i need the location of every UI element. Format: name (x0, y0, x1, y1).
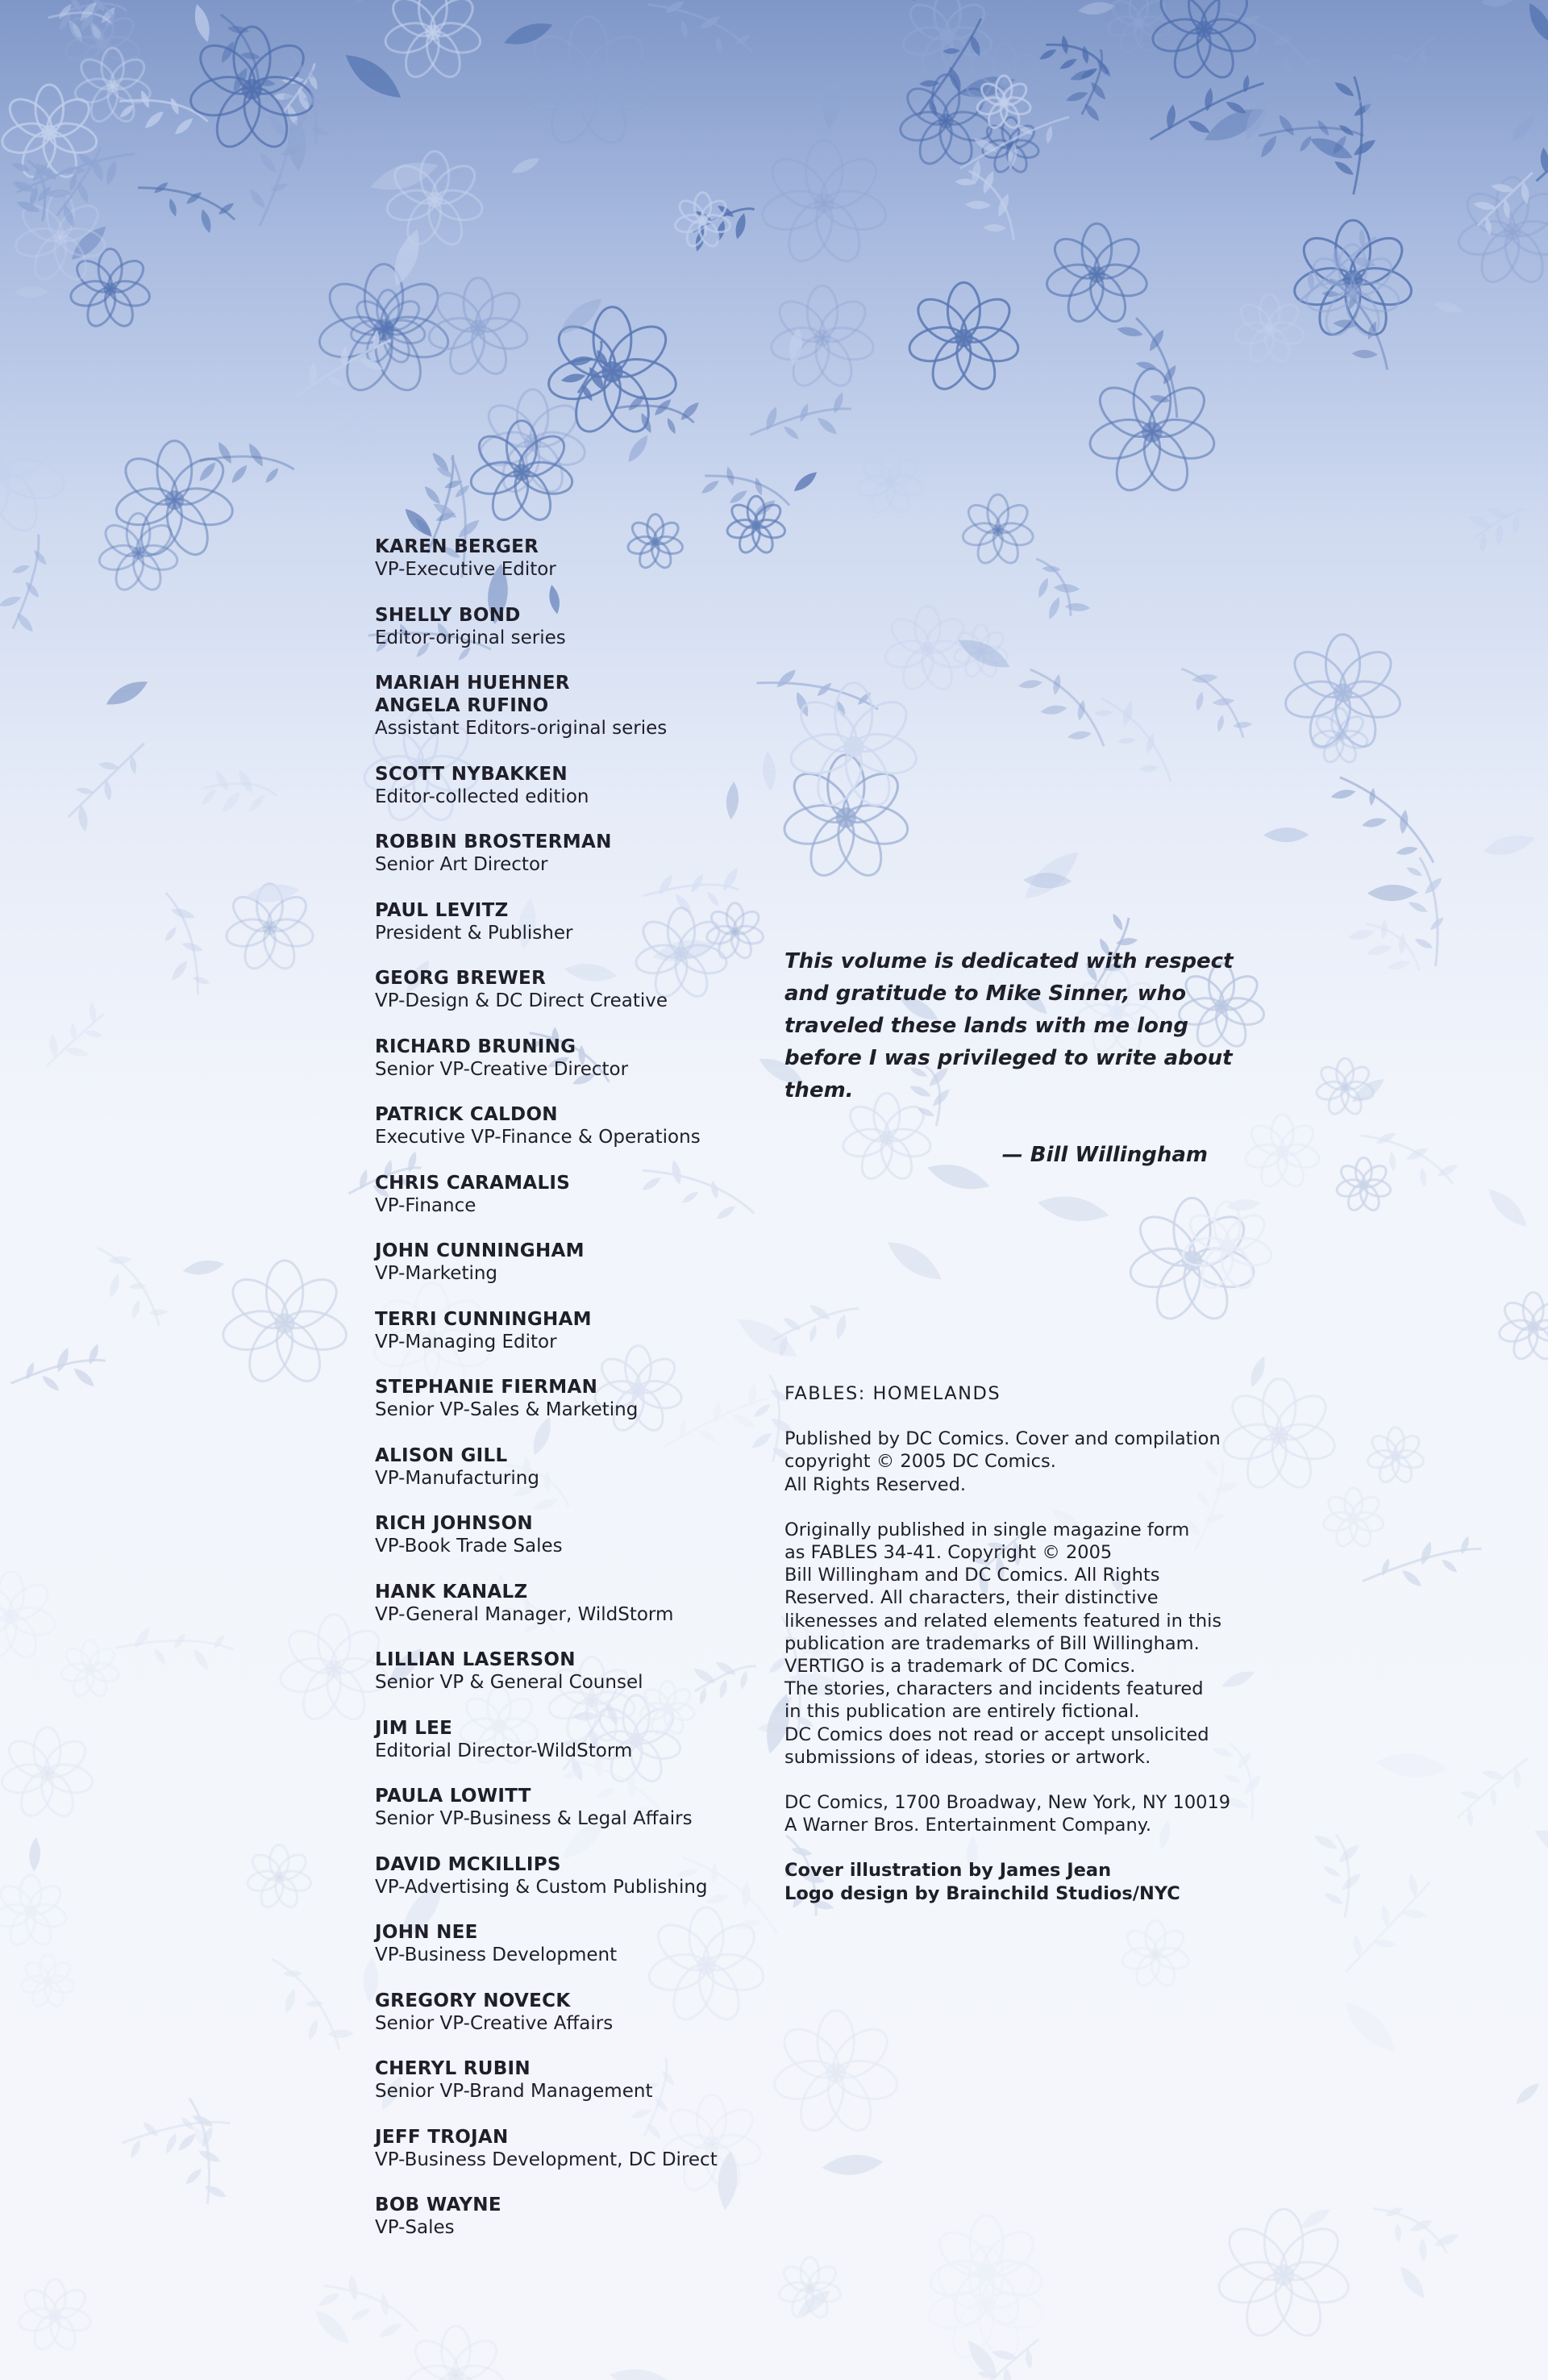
credit-title: Editorial Director-WildStorm (375, 1740, 633, 1761)
credit-title: VP-Design & DC Direct Creative (375, 990, 668, 1011)
credit-title: Editor-collected edition (375, 786, 589, 807)
credit-name: JOHN CUNNINGHAM (375, 1240, 585, 1261)
book-title: FABLES: HOMELANDS (784, 1383, 1001, 1404)
credit-title: Executive VP-Finance & Operations (375, 1127, 701, 1148)
copyright-block (784, 1382, 1236, 1928)
credit-name: PATRICK CALDON (375, 1104, 558, 1125)
credit-entry (375, 1376, 794, 1421)
credit-title: Senior VP-Creative Affairs (375, 2012, 614, 2034)
credit-name: GEORG BREWER (375, 968, 547, 989)
credit-entry (375, 672, 794, 740)
credit-name: PAUL LEVITZ (375, 899, 509, 921)
credit-entry (375, 1308, 794, 1353)
credit-entry (375, 763, 794, 808)
credit-title: Senior VP-Brand Management (375, 2081, 653, 2102)
credit-title: Senior Art Director (375, 854, 548, 875)
credit-title: Assistant Editors-original series (375, 718, 668, 739)
credit-title: VP-Manufacturing (375, 1467, 539, 1489)
credit-title: VP-Advertising & Custom Publishing (375, 1876, 708, 1898)
cover-credit: Cover illustration by James Jean (784, 1860, 1112, 1882)
compilation-copyright: Published by DC Comics. Cover and compilation copyright © 2005 DC Comics. All Rights Reserved. (784, 1428, 1221, 1495)
credit-title: Editor-original series (375, 627, 566, 648)
credit-entry (375, 1921, 794, 1966)
credit-entry (375, 1785, 794, 1830)
credit-entry (375, 2057, 794, 2103)
credit-name: ALISON GILL (375, 1444, 508, 1466)
credit-name: RICH JOHNSON (375, 1513, 533, 1534)
dedication-block (784, 945, 1236, 1171)
dedication-text: This volume is dedicated with respect and gratitude to Mike Sinner, who traveled these lands with me long before I was privileged to write about them. (784, 949, 1234, 1102)
credit-title: VP-Finance (375, 1194, 476, 1216)
credit-name: RICHARD BRUNING (375, 1036, 576, 1057)
credit-entry (375, 1512, 794, 1557)
credit-entry (375, 1717, 794, 1762)
credit-title: Senior VP & General Counsel (375, 1672, 643, 1693)
staff-credits-list (375, 536, 794, 2262)
credit-entry (375, 536, 794, 581)
credit-entry (375, 1103, 794, 1148)
credit-name: GREGORY NOVECK (375, 1990, 571, 2011)
credit-name: ROBBIN BROSTERMAN (375, 832, 612, 852)
credit-entry (375, 967, 794, 1012)
credit-name: JOHN NEE (375, 1922, 478, 1943)
credit-entry (375, 1648, 794, 1694)
credit-title: VP-Book Trade Sales (375, 1536, 563, 1557)
credit-title: Senior VP-Sales & Marketing (375, 1399, 639, 1420)
credit-name: LILLIAN LASERSON (375, 1649, 576, 1670)
credit-entry (375, 1036, 794, 1081)
credit-title: VP-Sales (375, 2217, 455, 2238)
credit-name: ANGELA RUFINO (375, 695, 549, 716)
credit-name: TERRI CUNNINGHAM (375, 1308, 592, 1330)
credit-entry (375, 1240, 794, 1285)
credit-entry (375, 1990, 794, 2035)
credit-name: SHELLY BOND (375, 604, 521, 626)
credit-name: SCOTT NYBAKKEN (375, 763, 568, 785)
credit-name: MARIAH HUEHNER (375, 673, 570, 694)
credit-name: PAULA LOWITT (375, 1786, 531, 1807)
credit-entry (375, 831, 794, 876)
credit-entry (375, 1172, 794, 1217)
credit-title: VP-Business Development, DC Direct (375, 2149, 718, 2170)
credit-entry (375, 1853, 794, 1899)
credit-entry (375, 2194, 794, 2239)
credit-entry (375, 1444, 794, 1490)
credit-name: STEPHANIE FIERMAN (375, 1377, 598, 1398)
credit-title: VP-Marketing (375, 1263, 498, 1284)
credit-name: KAREN BERGER (375, 536, 539, 557)
credit-title: VP-Executive Editor (375, 559, 556, 580)
credit-name: HANK KANALZ (375, 1581, 528, 1603)
logo-credit: Logo design by Brainchild Studios/NYC (784, 1882, 1180, 1904)
original-publication-notice: Originally published in single magazine form as FABLES 34-41. Copyright © 2005 Bill Willingham and DC Comics. All Rights Reserved. All characters, their distinctive likenesses and related elements featured in this publication are trademarks of Bill Willingham. VERTIGO is a trademark of DC Comics. The stories, characters and incidents featured in this publication are entirely fictional. DC Comics does not read or accept unsolicited submissions of ideas, stories or artwork. (784, 1519, 1222, 1768)
credit-title: Senior VP-Business & Legal Affairs (375, 1808, 693, 1829)
credit-title: President & Publisher (375, 922, 573, 944)
credit-title: Senior VP-Creative Director (375, 1058, 629, 1080)
credit-name: CHERYL RUBIN (375, 2058, 531, 2079)
credit-entry (375, 1581, 794, 1626)
credit-name: DAVID MCKILLIPS (375, 1853, 561, 1875)
credit-name: BOB WAYNE (375, 2195, 501, 2215)
credit-title: VP-Business Development (375, 1944, 618, 1965)
credit-entry (375, 2126, 794, 2171)
credit-title: VP-Managing Editor (375, 1331, 557, 1353)
credit-name: CHRIS CARAMALIS (375, 1172, 571, 1194)
credit-title: VP-General Manager, WildStorm (375, 1603, 674, 1625)
credit-entry (375, 604, 794, 649)
publisher-address: DC Comics, 1700 Broadway, New York, NY 10019 A Warner Bros. Entertainment Company. (784, 1792, 1231, 1836)
dedication-signature: — Bill Willingham (1001, 1143, 1208, 1167)
credit-name: JIM LEE (375, 1717, 453, 1739)
credit-name: JEFF TROJAN (375, 2126, 509, 2148)
credit-entry (375, 899, 794, 944)
